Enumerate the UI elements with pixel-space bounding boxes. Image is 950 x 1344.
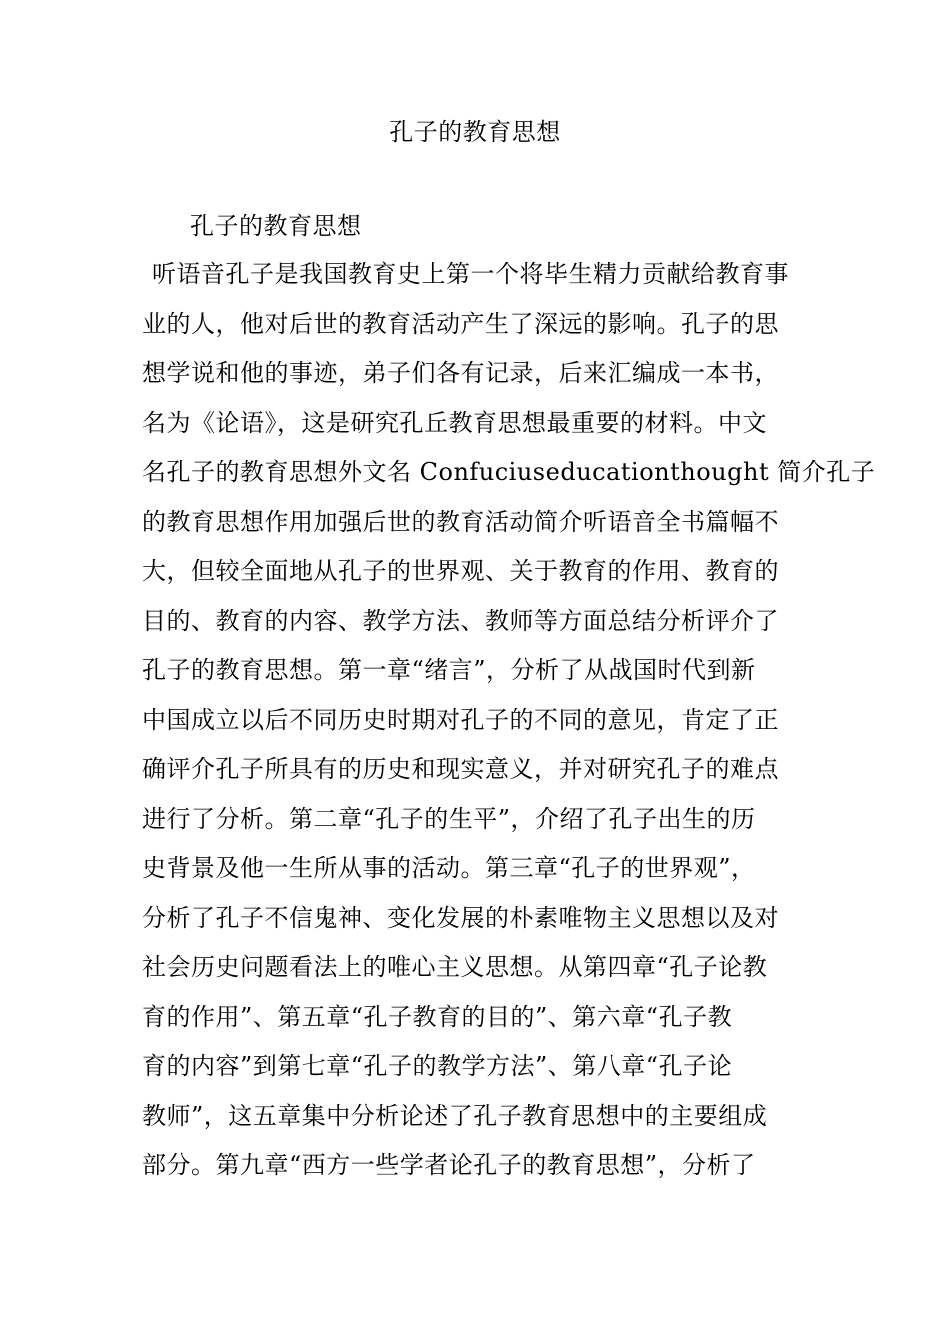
body-line: 中国成立以后不同历史时期对孔子的不同的意见，肯定了正 bbox=[142, 705, 779, 734]
document-title: 孔子的教育思想 bbox=[389, 118, 561, 146]
body-line: 教师”，这五章集中分析论述了孔子教育思想中的主要组成 bbox=[142, 1101, 768, 1130]
section-heading: 孔子的教育思想 bbox=[190, 212, 362, 240]
body-line: 孔子的教育思想。第一章“绪言”，分析了从战国时代到新 bbox=[142, 656, 756, 684]
body-line: 育的作用”、第五章“孔子教育的目的”、第六章“孔子教 bbox=[142, 1002, 733, 1031]
body-line: 史背景及他一生所从事的活动。第三章“孔子的世界观”， bbox=[142, 854, 756, 882]
body-line: 育的内容”到第七章“孔子的教学方法”、第八章“孔子论 bbox=[142, 1052, 733, 1080]
body-line: 想学说和他的事迹，弟子们各有记录，后来汇编成一本书， bbox=[142, 359, 779, 387]
body-line: 大，但较全面地从孔子的世界观、关于教育的作用、教育的 bbox=[142, 557, 779, 585]
body-line: 名为《论语》，这是研究孔丘教育思想最重要的材料。中文 bbox=[142, 408, 767, 437]
body-line: 进行了分析。第二章“孔子的生平”，介绍了孔子出生的历 bbox=[142, 804, 756, 833]
body-line: 目的、教育的内容、教学方法、教师等方面总结分析评介了 bbox=[142, 606, 779, 635]
body-line: 名孔子的教育思想外文名 Confuciuseducationthought 简介孔子 bbox=[142, 458, 876, 486]
body-line: 部分。第九章“西方一些学者论孔子的教育思想”，分析了 bbox=[142, 1151, 756, 1179]
body-line: 确评介孔子所具有的历史和现实意义，并对研究孔子的难点 bbox=[142, 755, 779, 783]
body-line: 分析了孔子不信鬼神、变化发展的朴素唯物主义思想以及对 bbox=[142, 903, 779, 932]
body-line: 听语音孔子是我国教育史上第一个将毕生精力贡献给教育事 bbox=[152, 260, 789, 288]
body-line: 社会历史问题看法上的唯心主义思想。从第四章“孔子论教 bbox=[142, 953, 768, 981]
body-line: 业的人，他对后世的教育活动产生了深远的影响。孔子的思 bbox=[142, 309, 779, 338]
body-line: 的教育思想作用加强后世的教育活动简介听语音全书篇幅不 bbox=[142, 507, 779, 536]
body-text bbox=[142, 256, 876, 1197]
